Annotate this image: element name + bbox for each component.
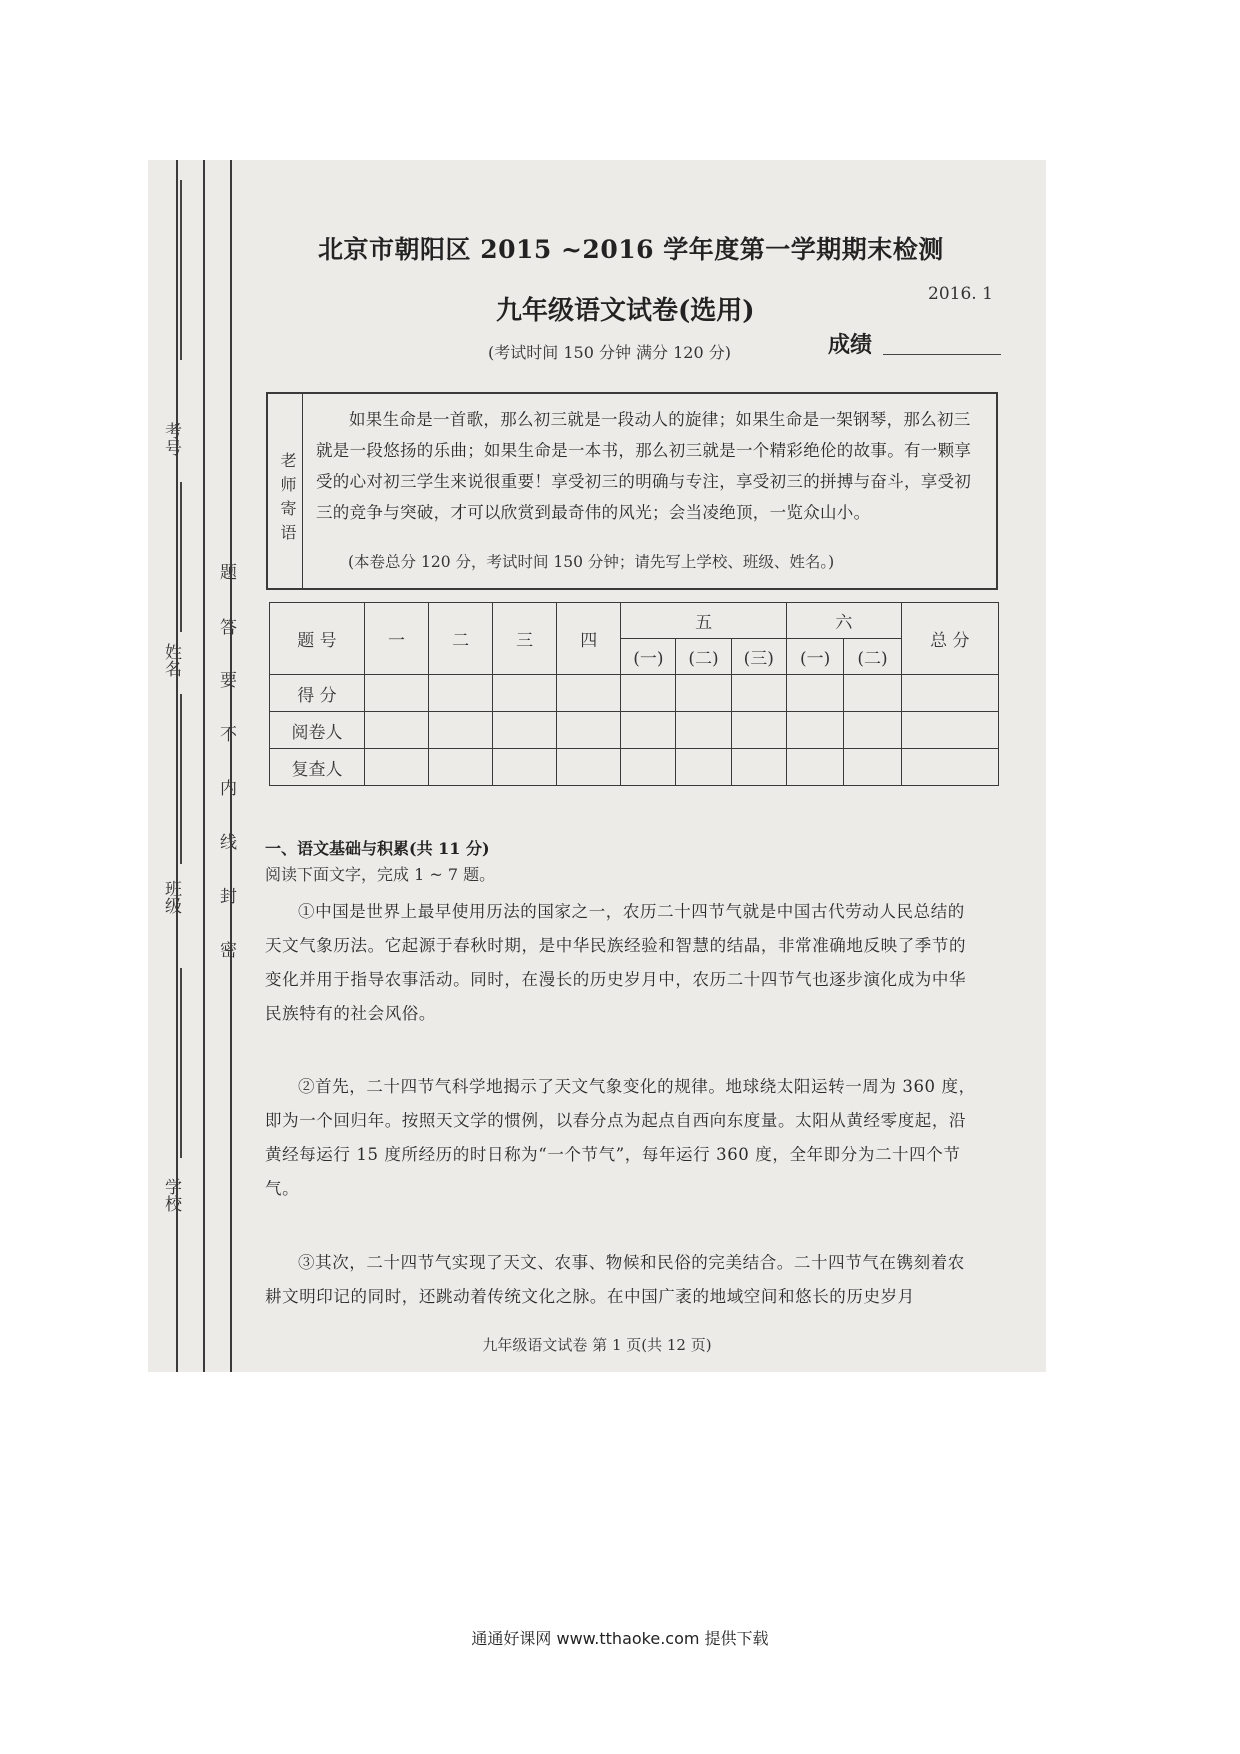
teacher-message-box [266, 392, 998, 590]
score-cell [364, 749, 428, 786]
score-cell [493, 749, 557, 786]
seal-char: 要 [220, 671, 237, 691]
section-five-header: 五 [621, 603, 787, 639]
binding-line-right [230, 160, 232, 1372]
score-cell [557, 675, 621, 712]
score-cell [621, 712, 676, 749]
total-header: 总 分 [901, 603, 998, 675]
teacher-message-label: 老师寄语 [278, 452, 297, 548]
teacher-message-text: 如果生命是一首歌，那么初三就是一段动人的旋律；如果生命是一架钢琴，那么初三就是一段悠扬的乐曲；如果生命是一本书，那么初三就是一个精彩绝伦的故事。有一颗享受的心对初三学生来说很重要！享受初三的明确与专注，享受初三的拼搏与奋斗，享受初三的竞争与突破，才可以欣赏到最奇伟的风光；会当凌绝顶，一览众山小。 [316, 410, 972, 522]
seal-char: 线 [220, 833, 237, 853]
score-cell [786, 675, 843, 712]
binding-line-middle [203, 160, 205, 1372]
sub-header: (三) [731, 639, 786, 675]
score-cell [429, 749, 493, 786]
banji-blank [180, 694, 182, 864]
row-label: 得 分 [270, 675, 365, 712]
score-cell [901, 675, 998, 712]
score-cell [493, 712, 557, 749]
seal-char: 内 [220, 779, 237, 799]
score-cell [901, 712, 998, 749]
banji-label: 班级 [161, 880, 181, 914]
score-cell [557, 712, 621, 749]
score-cell [493, 675, 557, 712]
kaohao-label: 考号 [161, 422, 181, 456]
paragraph-2: ②首先，二十四节气科学地揭示了天文气象变化的规律。地球绕太阳运转一周为 360 度，即为一个回归年。按照天文学的惯例，以春分点为起点自西向东度量。太阳从黄经零度起，沿黄经每运行 15 度所经历的时日称为“一个节气”，每年运行 360 度，全年即分为二十四个节气。 [265, 1077, 976, 1198]
table-row [270, 749, 999, 786]
xingming-blank [180, 482, 182, 632]
score-cell [844, 675, 901, 712]
row-label: 复查人 [270, 749, 365, 786]
sub-header: (一) [786, 639, 843, 675]
download-footer: 通通好课网 www.tthaoke.com 提供下载 [471, 1629, 769, 1648]
paragraph-3: ③其次，二十四节气实现了天文、农事、物候和民俗的完美结合。二十四节气在镌刻着农耕文明印记的同时，还跳动着传统文化之脉。在中国广袤的地域空间和悠长的历史岁月 [265, 1253, 965, 1306]
xuexiao-label: 学校 [161, 1178, 181, 1212]
exam-title: 北京市朝阳区 2015 ~2016 学年度第一学期期末检测 [318, 235, 944, 264]
score-cell [731, 712, 786, 749]
section-header: 一 [364, 603, 428, 675]
xingming-label: 姓名 [161, 643, 181, 677]
score-blank [883, 354, 1001, 355]
seal-char: 题 [220, 563, 237, 583]
seal-char: 封 [220, 887, 237, 907]
exam-date: 2016. 1 [928, 284, 993, 304]
section-header: 四 [557, 603, 621, 675]
table-row [270, 675, 999, 712]
seal-char: 不 [220, 725, 237, 745]
section-header: 二 [429, 603, 493, 675]
table-row [270, 712, 999, 749]
seal-char: 密 [220, 941, 237, 961]
exam-photo [148, 160, 1046, 1372]
section-header: 三 [493, 603, 557, 675]
score-label: 成绩 [828, 332, 873, 358]
time-info: (考试时间 150 分钟 满分 120 分) [488, 343, 731, 362]
section-six-header: 六 [786, 603, 901, 639]
seal-char: 答 [220, 618, 237, 638]
section-title: 一、语文基础与积累(共 11 分) [265, 839, 490, 858]
section-instruction: 阅读下面文字，完成 1 ~ 7 题。 [265, 865, 496, 884]
page-footer: 九年级语文试卷 第 1 页(共 12 页) [482, 1336, 712, 1354]
header-label-cell: 题 号 [270, 603, 365, 675]
score-cell [786, 749, 843, 786]
score-cell [429, 675, 493, 712]
sub-header: (一) [621, 639, 676, 675]
score-cell [557, 749, 621, 786]
paragraph-1: ①中国是世界上最早使用历法的国家之一，农历二十四节气就是中国古代劳动人民总结的天文气象历法。它起源于春秋时期，是中华民族经验和智慧的结晶，非常准确地反映了季节的变化并用于指导农事活动。同时，在漫长的历史岁月中，农历二十四节气也逐步演化成为中华民族特有的社会风俗。 [265, 902, 967, 1023]
score-cell [844, 712, 901, 749]
exam-subtitle: 九年级语文试卷(选用) [496, 296, 755, 326]
score-cell [676, 749, 731, 786]
score-table [269, 602, 999, 786]
score-cell [429, 712, 493, 749]
score-cell [676, 712, 731, 749]
score-cell [364, 675, 428, 712]
row-label: 阅卷人 [270, 712, 365, 749]
exam-note: (本卷总分 120 分，考试时间 150 分钟；请先写上学校、班级、姓名。) [348, 553, 835, 571]
score-cell [786, 712, 843, 749]
score-cell [901, 749, 998, 786]
teacher-message-side [268, 394, 303, 588]
sub-header: (二) [844, 639, 901, 675]
score-cell [844, 749, 901, 786]
score-cell [621, 749, 676, 786]
xuexiao-blank [180, 968, 182, 1158]
score-cell [731, 675, 786, 712]
score-cell [676, 675, 731, 712]
score-cell [731, 749, 786, 786]
sub-header: (二) [676, 639, 731, 675]
kaohao-blank [180, 180, 182, 360]
score-cell [364, 712, 428, 749]
score-cell [621, 675, 676, 712]
